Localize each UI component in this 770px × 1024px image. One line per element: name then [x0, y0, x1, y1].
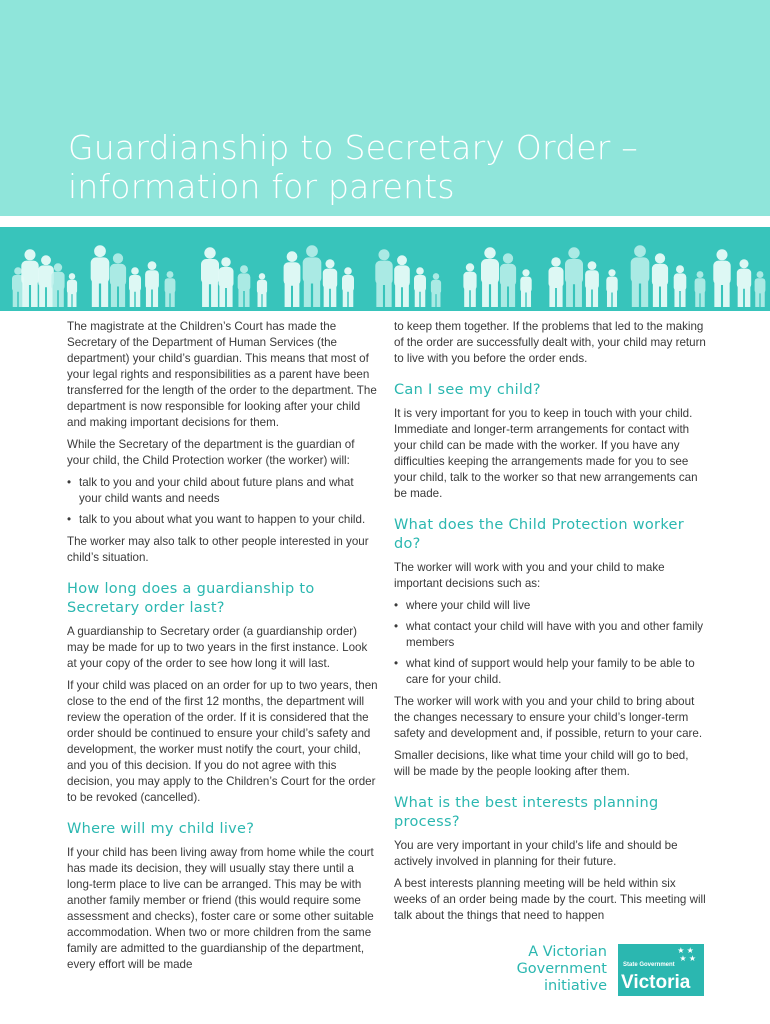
family-silhouettes-illustration	[0, 227, 770, 311]
person-silhouette	[431, 273, 441, 307]
person-silhouette	[284, 251, 301, 307]
decisions-list	[394, 598, 706, 688]
order-length-paragraph: A guardianship to Secretary order (a guardianship order) may be made for up to two years in the first instance. Look at your copy of the order to see how long it will last.	[67, 625, 368, 670]
person-silhouette	[375, 249, 392, 307]
list-item: • talk to you about what you want to happen to your child.	[67, 512, 379, 528]
southern-cross-stars-icon: ★ ★ ★ ★	[677, 946, 696, 963]
person-silhouette	[695, 271, 706, 307]
planning-meeting-paragraph: A best interests planning meeting will be held within six weeks of an order being made by the court. This meeting will talk about the things that need to happen	[394, 877, 706, 922]
person-silhouette	[549, 257, 564, 307]
person-silhouette	[674, 265, 687, 307]
heading-order-length: How long does a guardianship to Secretary order last?	[67, 581, 315, 616]
person-silhouette	[129, 267, 141, 307]
person-silhouette	[755, 271, 766, 307]
person-silhouette	[585, 261, 599, 307]
initiative-line-1: A Victorian	[528, 944, 607, 960]
list-item: • talk to you and your child about future plans and what your child wants and needs	[67, 475, 379, 507]
heading-worker-role: What does the Child Protection worker do?	[394, 517, 684, 552]
person-silhouette	[165, 271, 176, 307]
person-silhouette	[500, 253, 516, 307]
changes-paragraph: The worker will work with you and your child to bring about the changes necessary to ensure your child’s longer-term safety and development and, if possible, return to your care.	[394, 695, 703, 740]
heading-planning-process: What is the best interests planning process?	[394, 795, 659, 830]
person-silhouette	[463, 263, 476, 307]
initiative-line-3: initiative	[543, 978, 607, 994]
family-figures-band	[0, 227, 770, 311]
order-review-paragraph: If your child was placed on an order for up to two years, then close to the end of the first 12 months, the department will review the operation of the order. If it is considered that the order should be continued to ensure your child’s safety and development, the worker must notify the court, your child, and you of this decision. If you do not agree with this decision, you may apply to the Children’s Court for the order to be revoked (cancelled).	[67, 679, 378, 804]
page-title	[68, 128, 708, 206]
list-item: • what contact your child will have with you and other family members	[394, 619, 706, 651]
person-silhouette	[257, 273, 267, 307]
list-item: • where your child will live	[394, 598, 706, 614]
involvement-paragraph: You are very important in your child’s life and should be actively involved in planning for their future.	[394, 839, 678, 868]
person-silhouette	[303, 245, 322, 307]
person-silhouette	[67, 273, 77, 307]
worker-duties-list	[67, 475, 379, 528]
worker-decisions-paragraph: The worker will work with you and your child to make important decisions such as:	[394, 561, 665, 590]
intro-paragraph: The magistrate at the Children’s Court has made the Secretary of the Department of Human Services (the department) your child’s guardian. This means that most of your legal rights and responsibilities as a parent have been transferred for the length of the order to the department. The department is now responsible for looking after your child and making important decisions for them.	[67, 320, 377, 429]
person-silhouette	[91, 245, 110, 307]
person-silhouette	[219, 257, 234, 307]
heading-where-child-lives: Where will my child live?	[67, 821, 255, 837]
worker-intro-paragraph: While the Secretary of the department is the guardian of your child, the Child Protection worker (the worker) will:	[67, 438, 355, 467]
person-silhouette	[394, 255, 410, 307]
living-arrangement-paragraph: If your child has been living away from home while the court has made its decision, they will usually stay there until a long-term place to live can be arranged. This may be with another family member or friend (this would require some assessment and checks), foster care or some other suitable accommodation. When two or more children from the same family are admitted to the guardianship of the department, every effort will be made	[67, 846, 374, 971]
person-silhouette	[145, 261, 159, 307]
heading-see-child: Can I see my child?	[394, 382, 541, 398]
logo-state-government-text: State Government	[623, 962, 675, 968]
person-silhouette	[201, 247, 219, 307]
state-government-victoria-logo	[618, 944, 704, 996]
person-silhouette	[565, 247, 583, 307]
list-item: • what kind of support would help your family to be able to care for your child.	[394, 656, 706, 688]
header-banner	[0, 0, 770, 216]
person-silhouette	[414, 267, 426, 307]
title-line-2: information for parents	[68, 167, 455, 206]
person-silhouette	[737, 259, 751, 307]
person-silhouette	[631, 245, 650, 307]
initiative-line-2: Government	[516, 961, 607, 977]
person-silhouette	[606, 269, 617, 307]
person-silhouette	[652, 253, 668, 307]
left-column	[67, 319, 379, 979]
person-silhouette	[481, 247, 499, 307]
title-line-1: Guardianship to Secretary Order –	[68, 128, 638, 167]
person-silhouette	[713, 249, 730, 307]
contact-paragraph: It is very important for you to keep in touch with your child. Immediate and longer-term arrangements for contact with your child can be made with the worker. If you have any difficulties keeping the arrangements made for you to see your child, talk to the worker so that new arrangements can be made.	[394, 407, 698, 500]
person-silhouette	[110, 253, 126, 307]
person-silhouette	[323, 259, 337, 307]
person-silhouette	[520, 269, 531, 307]
other-people-paragraph: The worker may also talk to other people interested in your child’s situation.	[67, 535, 369, 564]
continuation-paragraph: to keep them together. If the problems that led to the making of the order are successfully dealt with, your child may return to live with you before the order ends.	[394, 320, 706, 365]
person-silhouette	[238, 265, 251, 307]
right-column	[394, 319, 706, 930]
person-silhouette	[21, 249, 38, 307]
victorian-government-initiative-text	[500, 944, 607, 995]
logo-victoria-text: Victoria	[621, 972, 691, 993]
person-silhouette	[342, 267, 354, 307]
smaller-decisions-paragraph: Smaller decisions, like what time your child will go to bed, will be made by the people looking after them.	[394, 749, 689, 778]
